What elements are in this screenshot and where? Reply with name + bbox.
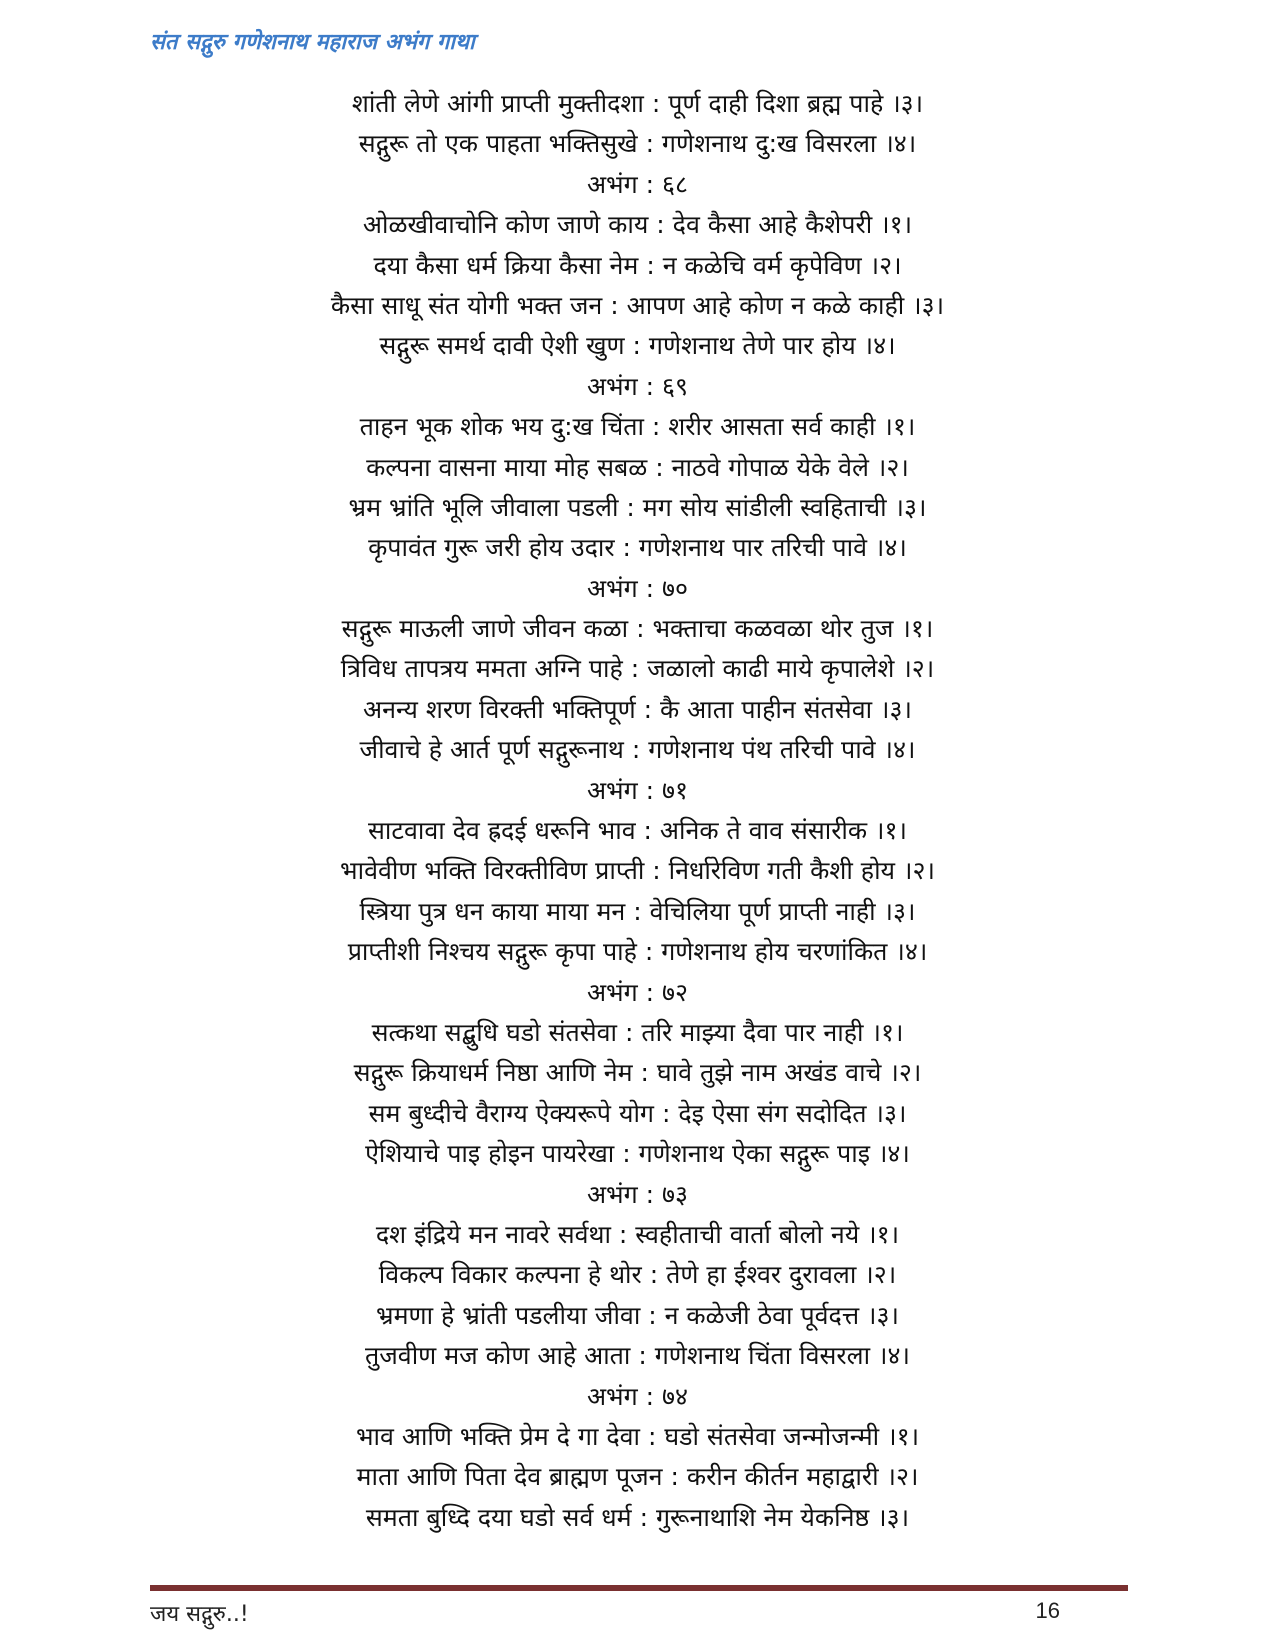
verse-line: भाव आणि भक्ति प्रेम दे गा देवा : घडो संतसेवा जन्मोजन्मी ।१। [355,1421,920,1451]
abhang-heading: अभंग : ७० [586,573,689,603]
verse-line: सद्गुरू माऊली जाणे जीवन कळा : भक्ताचा कळवळा थोर तुज ।१। [341,614,934,644]
verse-line: प्राप्तीशी निश्चय सद्गुरू कृपा पाहे : गणेशनाथ होय चरणांकित ।४। [347,937,928,967]
footer-slogan: जय सद्गुरु..! [150,1602,249,1627]
verse-line: अनन्य शरण विरक्ती भक्तिपूर्ण : कै आता पाहीन संतसेवा ।३। [363,694,912,724]
verse-line: ओळखीवाचोनि कोण जाणे काय : देव कैसा आहे कैशेपरी ।१। [362,210,913,240]
verse-line: सद्गुरू क्रियाधर्म निष्ठा आणि नेम : घावे तुझे नाम अखंड वाचे ।२। [353,1058,922,1088]
verse-line: ताहन भूक शोक भय दु:ख चिंता : शरीर आसता सर्व काही ।१। [359,412,916,442]
abhang-heading: अभंग : ७३ [586,1179,689,1209]
verse-line: सद्गुरू समर्थ दावी ऐशी खुण : गणेशनाथ तेणे पार होय ।४। [379,331,896,361]
verse-line: सद्गुरू तो एक पाहता भक्तिसुखे : गणेशनाथ दु:ख विसरला ।४। [358,129,917,159]
verse-line: दश इंद्रिये मन नावरे सर्वथा : स्वहीताची वार्ता बोलो नये ।१। [375,1219,900,1249]
verse-line: तुजवीण मज कोण आहे आता : गणेशनाथ चिंता विसरला ।४। [365,1341,910,1371]
footer-divider [150,1585,1128,1591]
verse-line: विकल्प विकार कल्पना हे थोर : तेणे हा ईश्वर दुरावला ।२। [378,1260,897,1290]
document-header-title: संत सद्गुरु गणेशनाथ महाराज अभंग गाथा [150,30,475,55]
verse-line: स्त्रिया पुत्र धन काया माया मन : वेचिलिया पूर्ण प्राप्ती नाही ।३। [359,896,916,926]
verse-line: जीवाचे हे आर्त पूर्ण सद्गुरूनाथ : गणेशनाथ पंथ तरिची पावे ।४। [359,735,916,765]
verse-line: भावेवीण भक्ति विरक्तीविण प्राप्ती : निर्धारेविण गती कैशी होय ।२। [340,856,935,886]
abhang-heading: अभंग : ६८ [586,169,689,199]
verse-line: भ्रम भ्रांति भूलि जीवाला पडली : मग सोय सांडीली स्वहिताची ।३। [348,492,927,522]
verse-line: साटवावा देव ह्रदई धरूनि भाव : अनिक ते वाव संसारीक ।१। [367,816,908,846]
verse-line: कैसा साधू संत योगी भक्त जन : आपण आहे कोण न कळे काही ।३। [330,290,945,320]
verse-line: शांती लेणे आंगी प्राप्ती मुक्तीदशा : पूर्ण दाही दिशा ब्रह्म पाहे ।३। [351,89,924,118]
verse-line: समता बुध्दि दया घडो सर्व धर्म : गुरूनाथाशि नेम येकनिष्ठ ।३। [365,1502,910,1532]
verse-line: त्रिविध तापत्रय ममता अग्नि पाहे : जळालो काढी माये कृपालेशे ।२। [340,654,935,684]
verse-line: माता आणि पिता देव ब्राह्मण पूजन : करीन कीर्तन महाद्वारी ।२। [356,1462,919,1492]
page-number: 16 [1035,1598,1060,1623]
verse-line: सम बुध्दीचे वैराग्य ऐक्यरूपे योग : देइ ऐसा संग सदोदित ।३। [368,1098,907,1128]
abhang-heading: अभंग : ७४ [586,1381,689,1411]
verse-line: सत्कथा सद्बुधि घडो संतसेवा : तरि माझ्या दैवा पार नाही ।१। [371,1017,904,1047]
abhang-heading: अभंग : ६९ [586,371,689,401]
verse-line: दया कैसा धर्म क्रिया कैसा नेम : न कळेचि वर्म कृपेविण ।२। [373,250,902,280]
abhang-heading: अभंग : ७२ [586,977,689,1007]
verse-line: कृपावंत गुरू जरी होय उदार : गणेशनाथ पार तरिची पावे ।४। [368,533,907,563]
verse-line: कल्पना वासना माया मोह सबळ : नाठवे गोपाळ येके वेले ।२। [366,452,909,482]
verse-line: ऐशियाचे पाइ होइन पायरेखा : गणेशनाथ ऐका सद्गुरू पाइ ।४। [365,1139,910,1169]
abhang-text-body [150,84,1125,1538]
verse-line: भ्रमणा हे भ्रांती पडलीया जीवा : न कळेजी ठेवा पूर्वदत्त ।३। [376,1300,899,1330]
abhang-heading: अभंग : ७१ [586,775,689,805]
